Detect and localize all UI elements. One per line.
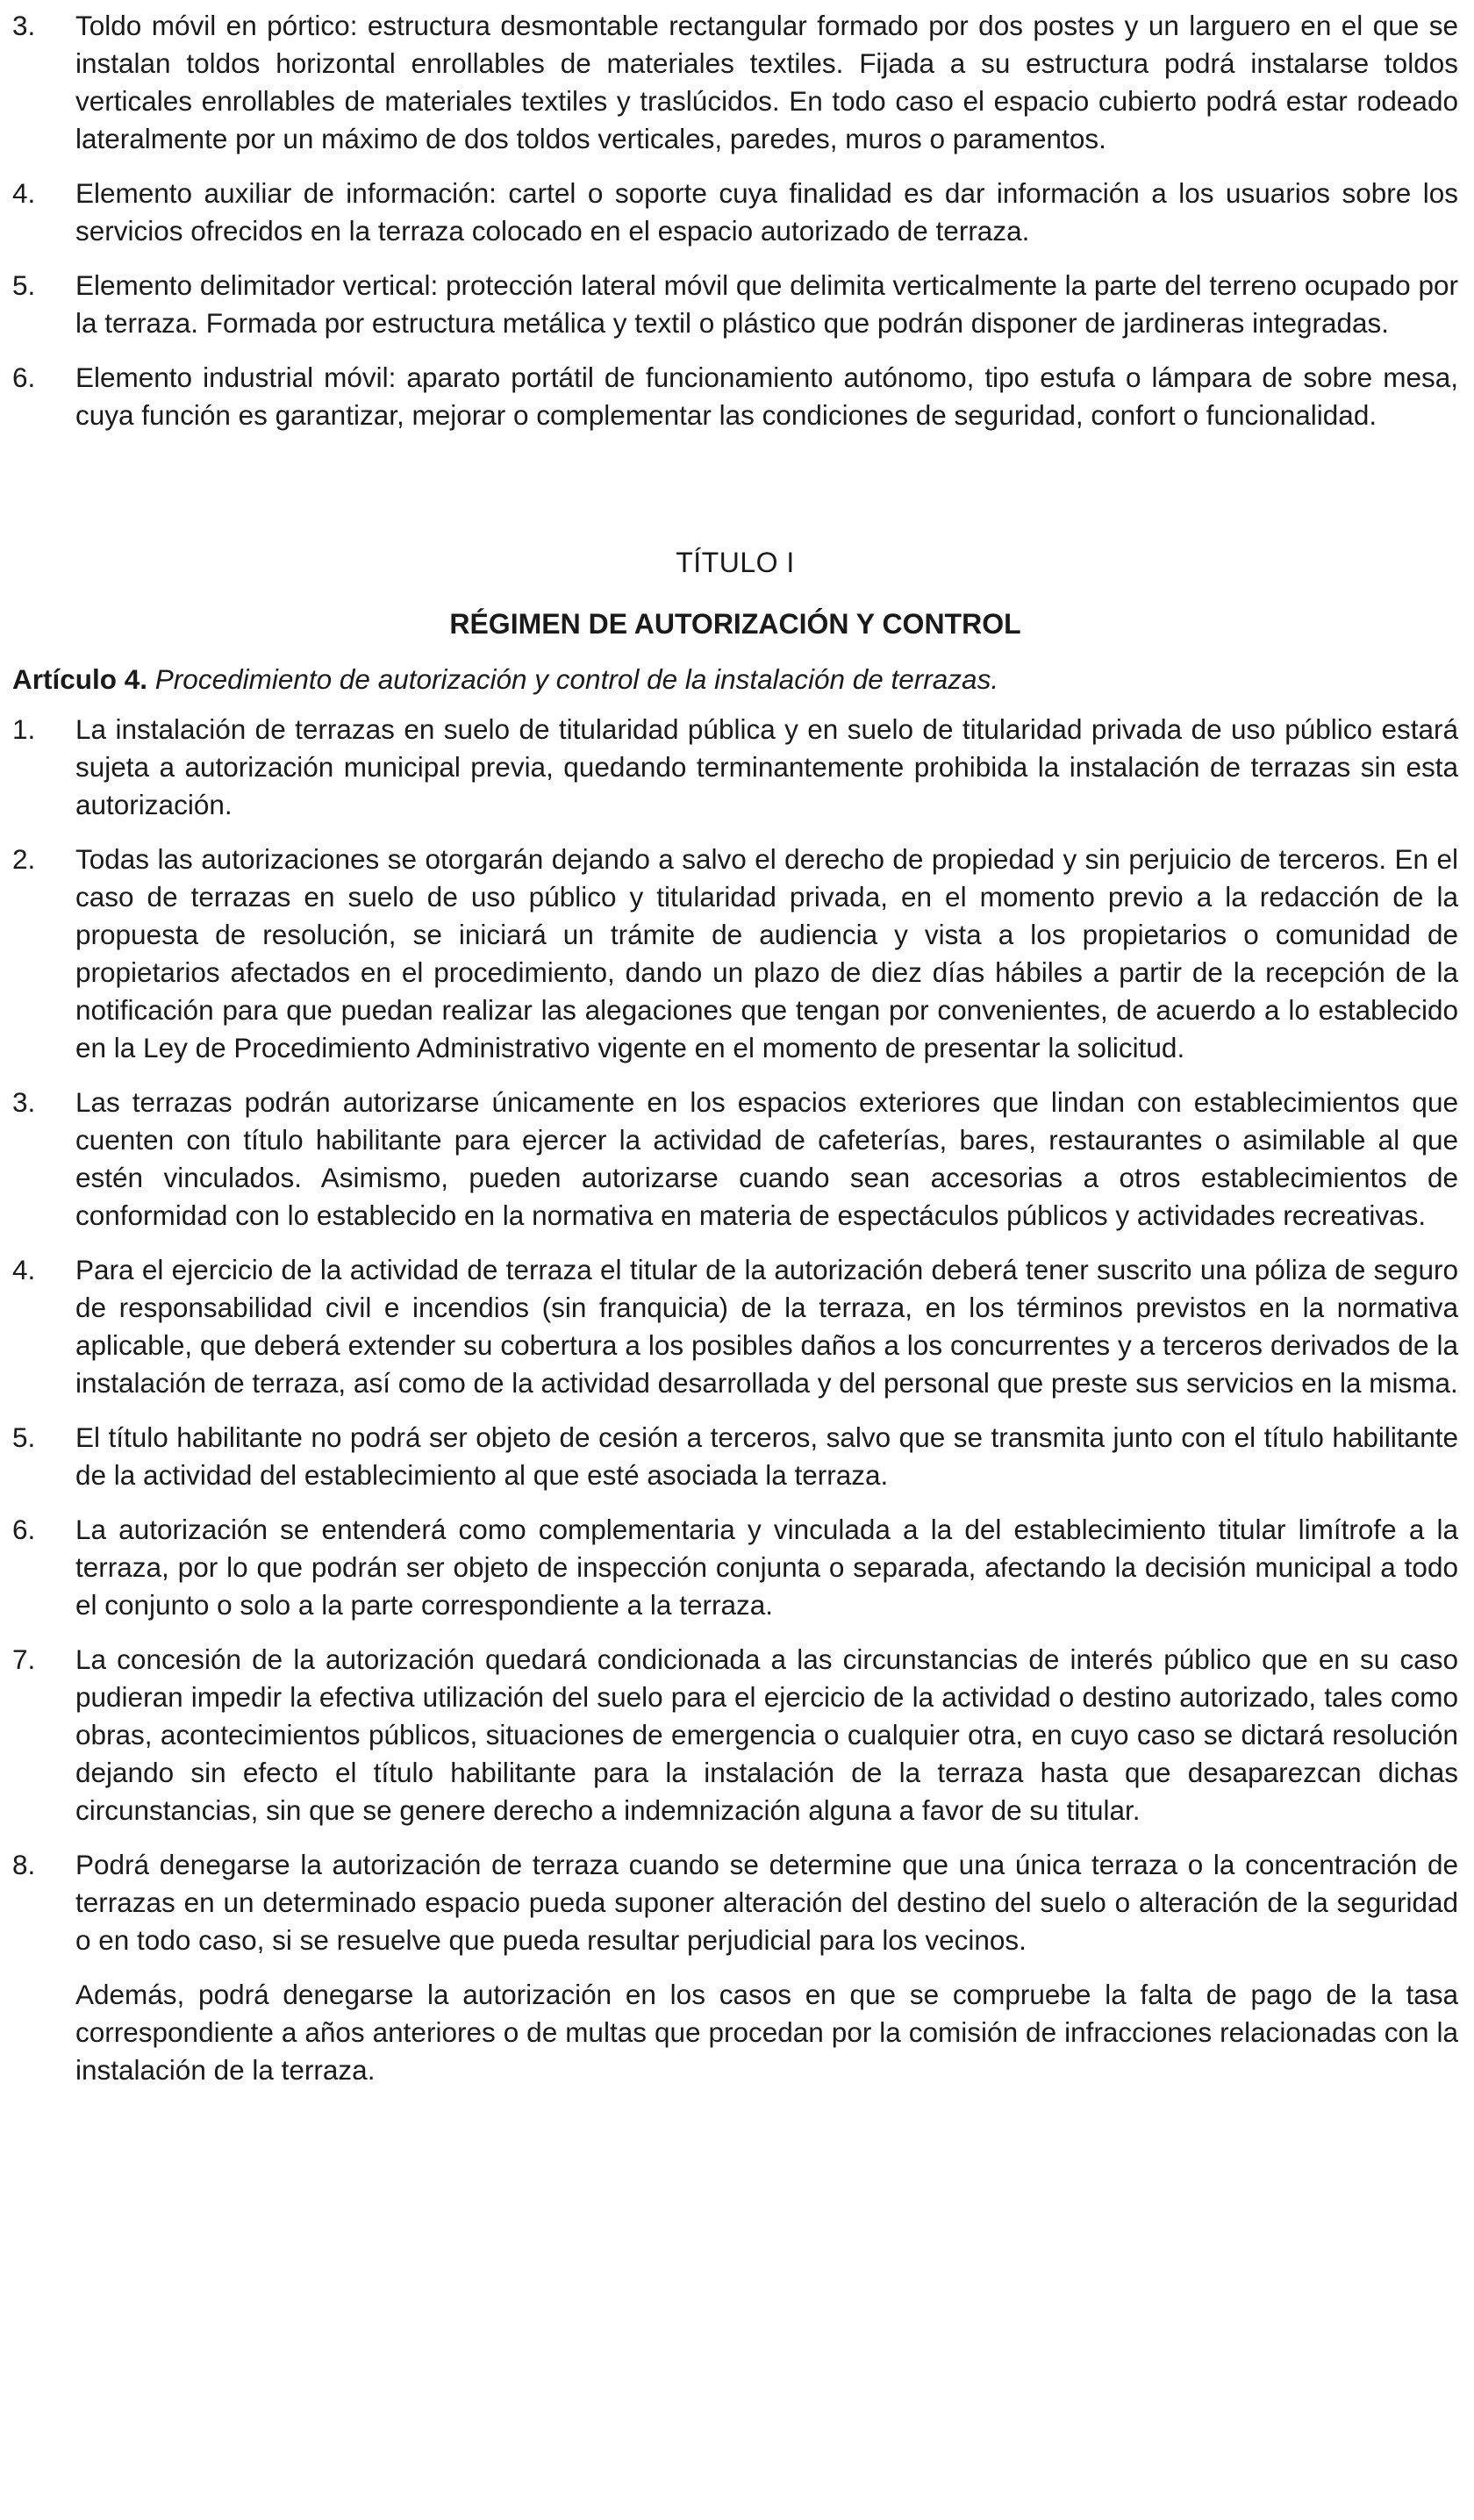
item-number: 3. [12,10,36,41]
article-item-2 [12,841,1458,1067]
item-text: Para el ejercicio de la actividad de terraza el titular de la autorización deberá tener suscrito una póliza de seguro de responsabilidad civil e incendios (sin franquicia) de la terraza, en los términos previstos en la normativa aplicable, que deberá extender su cobertura a los posibles daños a los concurrentes y a terceros derivados de la instalación de terraza, así como de la actividad desarrollada y del personal que preste sus servicios en la misma. [75,1254,1458,1399]
article-item-7 [12,1641,1458,1829]
item-text: Toldo móvil en pórtico: estructura desmontable rectangular formado por dos postes y un larguero en el que se instalan toldos horizontal enrollables de materiales textiles. Fijada a su estructura podrá instalarse toldos verticales enrollables de materiales textiles y traslúcidos. En todo caso el espacio cubierto podrá estar rodeado lateralmente por un máximo de dos toldos verticales, paredes, muros o paramentos. [75,10,1458,154]
article-item-5 [12,1419,1458,1494]
definition-item-3 [12,7,1458,158]
item-text: Podrá denegarse la autorización de terraza cuando se determine que una única terraza o la concentración de terrazas en un determinado espacio pueda suponer alteración del destino del suelo o alteración de la seguridad o en todo caso, si se resuelve que pueda resultar perjudicial para los vecinos. [75,1849,1458,1956]
item-number: 4. [12,1254,36,1285]
article-heading [12,661,1458,698]
article-title: Procedimiento de autorización y control de la instalación de terrazas. [154,663,999,695]
article-item-8 [12,1846,1458,1959]
article-items-list [12,711,1458,1959]
title-number: TÍTULO I [676,547,795,578]
item-number: 5. [12,1421,36,1453]
item-number: 2. [12,843,36,875]
item-number: 3. [12,1086,36,1118]
article-item-4 [12,1251,1458,1402]
item-text: Elemento industrial móvil: aparato portátil de funcionamiento autónomo, tipo estufa o lámpara de sobre mesa, cuya función es garantizar, mejorar o complementar las condiciones de seguridad, confort o funcionalidad. [75,362,1458,431]
article-item-3 [12,1084,1458,1235]
item-number: 6. [12,1514,36,1545]
definitions-list [12,7,1458,434]
definition-item-6 [12,359,1458,434]
item-text: Elemento delimitador vertical: protección lateral móvil que delimita verticalmente la parte del terreno ocupado por la terraza. Formada por estructura metálica y textil o plástico que podrán disponer de jardineras integradas. [75,269,1458,339]
item-text: La concesión de la autorización quedará condicionada a las circunstancias de interés público que en su caso pudieran impedir la efectiva utilización del suelo para el ejercicio de la actividad o destino autorizado, tales como obras, acontecimientos públicos, situaciones de emergencia o cualquier otra, en cuyo caso se dictará resolución dejando sin efecto el título habilitante para la instalación de la terraza hasta que desaparezcan dichas circunstancias, sin que se genere derecho a indemnización alguna a favor de su titular. [75,1643,1458,1826]
item-text: El título habilitante no podrá ser objeto de cesión a terceros, salvo que se transmita junto con el título habilitante de la actividad del establecimiento al que esté asociada la terraza. [75,1421,1458,1491]
item-number: 1. [12,713,36,745]
definition-item-5 [12,267,1458,342]
article-label: Artículo 4. [12,663,148,695]
item-text: Las terrazas podrán autorizarse únicamente en los espacios exteriores que lindan con establecimientos que cuenten con título habilitante para ejercer la actividad de cafeterías, bares, restaurantes o asimilable al que estén vinculados. Asimismo, pueden autorizarse cuando sean accesorias a otros establecimientos de conformidad con lo establecido en la normativa en materia de espectáculos públicos y actividades recreativas. [75,1086,1458,1231]
item-number: 7. [12,1643,36,1675]
article-item-8-continuation: Además, podrá denegarse la autorización en los casos en que se compruebe la falta de pago de la tasa correspondiente a años anteriores o de multas que procedan por la comisión de infracciones relacionadas con la instalación de la terraza. [75,1979,1458,2086]
item-number: 8. [12,1849,36,1880]
definition-item-4 [12,175,1458,250]
item-text: Todas las autorizaciones se otorgarán dejando a salvo el derecho de propiedad y sin perjuicio de terceros. En el caso de terrazas en suelo de uso público y titularidad privada, en el momento previo a la redacción de la propuesta de resolución, se iniciará un trámite de audiencia y vista a los propietarios o comunidad de propietarios afectados en el procedimiento, dando un plazo de diez días hábiles a partir de la recepción de la notificación para que puedan realizar las alegaciones que tengan por convenientes, de acuerdo a lo establecido en la Ley de Procedimiento Administrativo vigente en el momento de presentar la solicitud. [75,843,1458,1063]
article-item-6 [12,1511,1458,1624]
item-text: La autorización se entenderá como complementaria y vinculada a la del establecimiento titular limítrofe a la terraza, por lo que podrán ser objeto de inspección conjunta o separada, afectando la decisión municipal a todo el conjunto o solo a la parte correspondiente a la terraza. [75,1514,1458,1621]
title-heading: RÉGIMEN DE AUTORIZACIÓN Y CONTROL [449,608,1021,640]
item-text: La instalación de terrazas en suelo de titularidad pública y en suelo de titularidad privada de uso público estará sujeta a autorización municipal previa, quedando terminantemente prohibida la instalación de terrazas sin esta autorización. [75,713,1458,820]
item-text: Elemento auxiliar de información: cartel o soporte cuya finalidad es dar información a los usuarios sobre los servicios ofrecidos en la terraza colocado en el espacio autorizado de terraza. [75,177,1458,247]
item-number: 5. [12,269,36,301]
item-number: 4. [12,177,36,209]
article-item-1 [12,711,1458,824]
item-number: 6. [12,362,36,393]
